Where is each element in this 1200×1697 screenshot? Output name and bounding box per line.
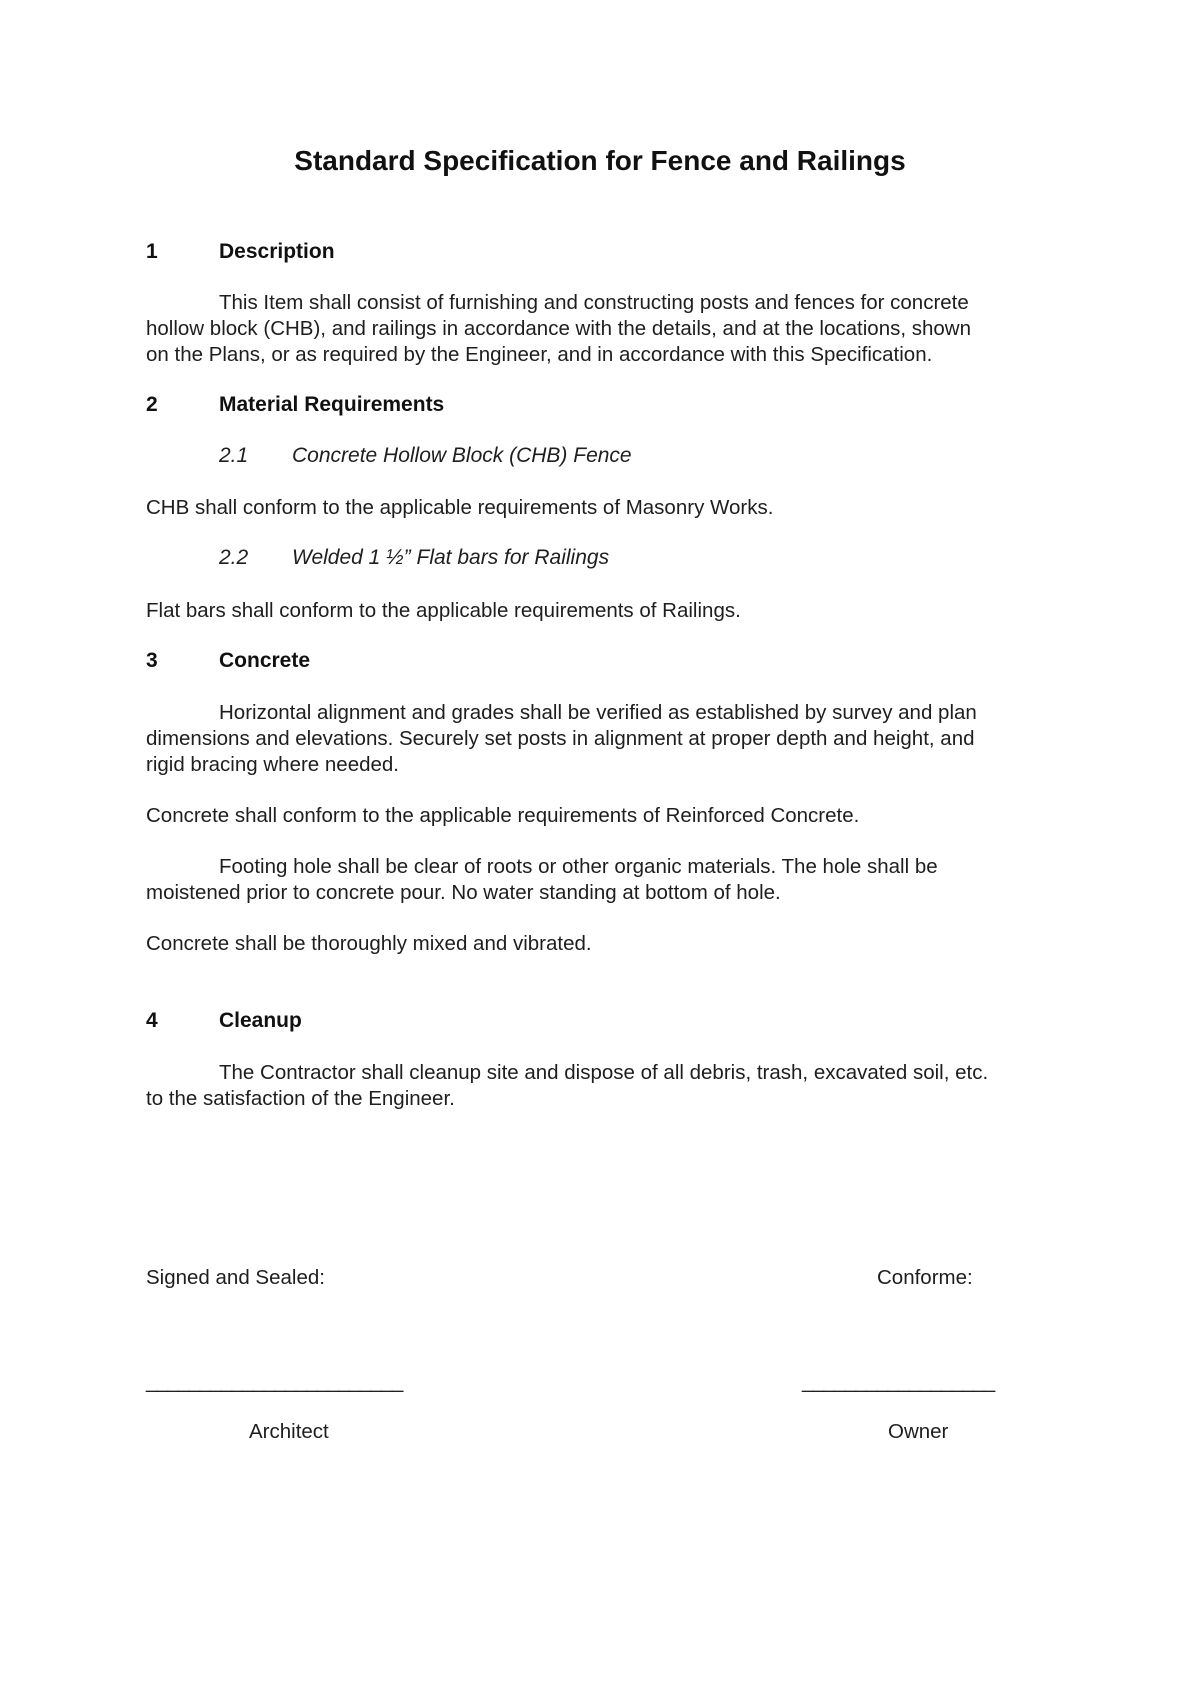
section-number: 3 xyxy=(146,649,158,672)
signed-and-sealed-label: Signed and Sealed: xyxy=(146,1266,325,1289)
section-1-line-2: hollow block (CHB), and railings in accordance with the details, and at the locations, shown xyxy=(146,317,971,340)
subsection-2-1-text: CHB shall conform to the applicable requirements of Masonry Works. xyxy=(146,496,774,519)
section-title: Description xyxy=(219,240,335,263)
section-4-heading xyxy=(146,1009,1046,1035)
section-3-paragraph-2: Concrete shall conform to the applicable requirements of Reinforced Concrete. xyxy=(146,804,860,827)
architect-role: Architect xyxy=(249,1420,329,1443)
section-number: 1 xyxy=(146,240,158,263)
subsection-2-2-text: Flat bars shall conform to the applicable requirements of Railings. xyxy=(146,599,741,622)
section-number: 4 xyxy=(146,1009,158,1032)
owner-signature-line: __________________ xyxy=(802,1370,995,1393)
section-3-p3-line-1: Footing hole shall be clear of roots or other organic materials. The hole shall be xyxy=(219,855,938,878)
subsection-2-1 xyxy=(219,444,1019,470)
section-title: Material Requirements xyxy=(219,393,445,416)
section-3-line-2: dimensions and elevations. Securely set posts in alignment at proper depth and height, and xyxy=(146,727,975,750)
subsection-2-2 xyxy=(219,546,1019,572)
subsection-title: Welded 1 ½” Flat bars for Railings xyxy=(292,546,610,569)
section-number: 2 xyxy=(146,393,158,416)
section-4-line-1: The Contractor shall cleanup site and dispose of all debris, trash, excavated soil, etc. xyxy=(219,1061,989,1084)
document-title: Standard Specification for Fence and Railings xyxy=(294,145,906,176)
section-title: Cleanup xyxy=(219,1009,302,1032)
subsection-number: 2.2 xyxy=(219,546,249,569)
subsection-title: Concrete Hollow Block (CHB) Fence xyxy=(292,444,632,467)
owner-role: Owner xyxy=(888,1420,949,1443)
section-3-p3-line-2: moistened prior to concrete pour. No water standing at bottom of hole. xyxy=(146,881,781,904)
section-1-line-3: on the Plans, or as required by the Engineer, and in accordance with this Specification. xyxy=(146,343,933,366)
section-4-line-2: to the satisfaction of the Engineer. xyxy=(146,1087,455,1110)
section-1-heading xyxy=(146,240,1046,266)
section-3-line-3: rigid bracing where needed. xyxy=(146,753,399,776)
section-3-paragraph-4: Concrete shall be thoroughly mixed and vibrated. xyxy=(146,932,592,955)
section-1-line-1: This Item shall consist of furnishing and constructing posts and fences for concrete xyxy=(219,291,969,314)
section-title: Concrete xyxy=(219,649,311,672)
subsection-number: 2.1 xyxy=(219,444,249,467)
section-2-heading xyxy=(146,393,1046,419)
conforme-label: Conforme: xyxy=(877,1266,973,1289)
section-3-line-1: Horizontal alignment and grades shall be verified as established by survey and plan xyxy=(219,701,977,724)
architect-signature-line: ________________________ xyxy=(146,1370,403,1393)
section-3-heading xyxy=(146,649,1046,675)
